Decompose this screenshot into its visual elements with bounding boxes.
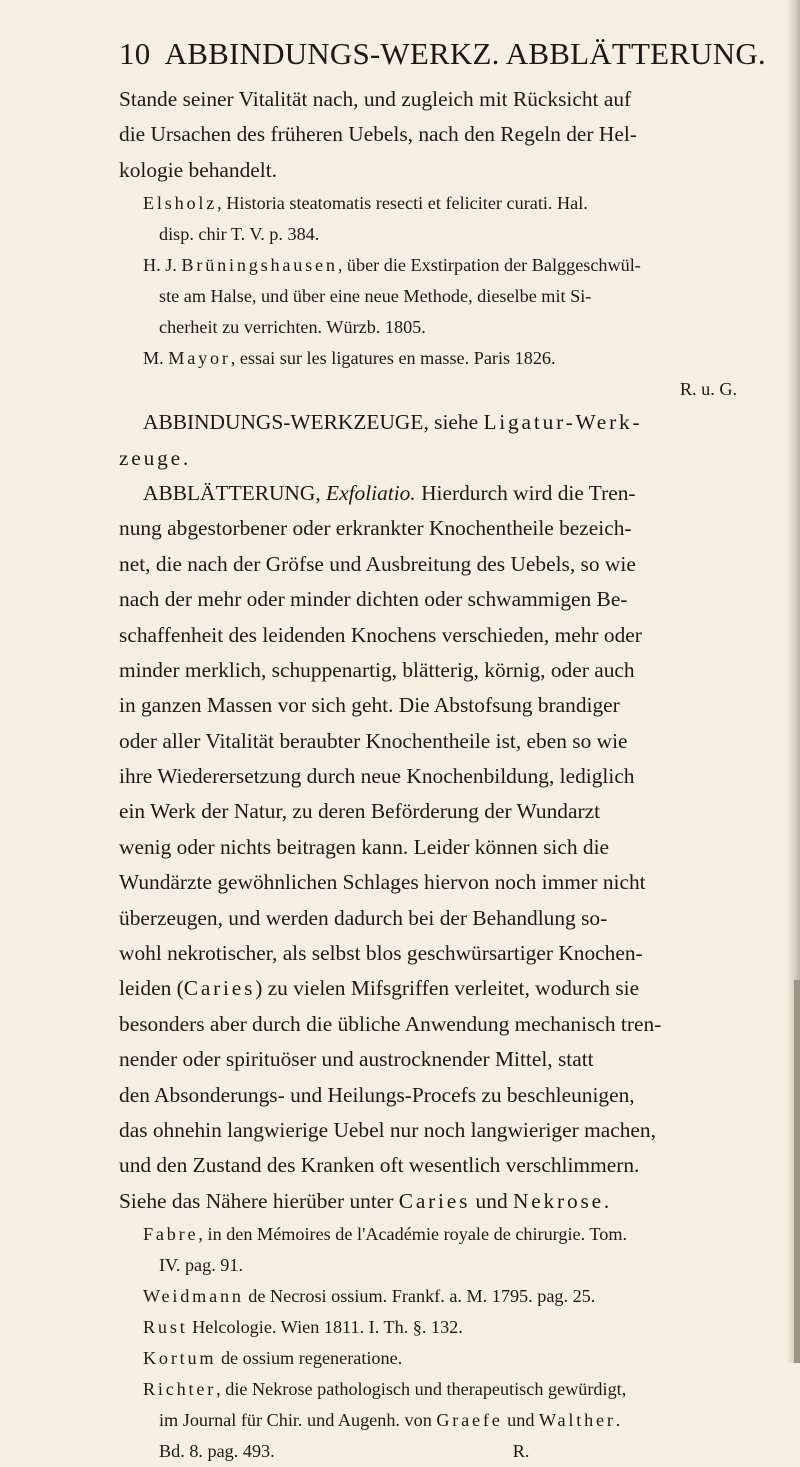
author-initials: H. J. [143,255,182,276]
text-line: kologie behandelt. [119,157,278,182]
text-line: das ohnehin langwierige Uebel nur noch langwieriger machen, [119,1117,656,1142]
text-line: minder merklich, schuppenartig, blätterig, körnig, oder auch [119,657,635,682]
reference-text: Helcologie. Wien 1811. I. Th. §. 132. [187,1317,463,1338]
reference-text: , in den Mémoires de l'Académie royale de chirurgie. Tom. [198,1224,628,1245]
author-name: Elsholz [143,193,218,214]
page-number: 10 [119,36,151,71]
reference-continuation [119,1436,783,1467]
text-line: die Ursachen des früheren Uebels, nach den Regeln der Hel- [119,122,637,147]
text-line: ihre Wiederersetzung durch neue Knochenbildung, lediglich [119,764,635,789]
text-run: ) zu vielen Mifsgriffen verleitet, wodurch sie [255,976,640,1001]
reference-text: de ossium regeneratione. [216,1348,403,1369]
text-run: leiden ( [119,976,184,1001]
text-run: und [470,1188,513,1213]
author-name: Rust [143,1317,188,1338]
entry-headword: ABBLÄTTERUNG [143,480,316,505]
reference-brueningshausen [119,250,783,281]
punctuation: , [315,480,327,505]
running-header [119,36,766,72]
punctuation: . [182,445,189,470]
text-line: oder aller Vitalität beraubter Knochentheile ist, eben so wie [119,728,628,753]
editor-name: Graefe [436,1410,503,1431]
reference-text: , Historia steatomatis resecti et feliciter curati. Hal. [217,193,588,214]
text-line: nung abgestorbener oder erkrankter Knochentheile bezeich- [119,516,632,541]
reference-richter [119,1374,783,1405]
text-run: Siehe das Nähere hierüber unter [119,1188,399,1213]
reference-rust [119,1312,783,1343]
cross-reference: Ligatur-Werk- [483,410,643,435]
text-line: besonders aber durch die übliche Anwendung mechanisch tren- [119,1011,662,1036]
text-line: ein Werk der Natur, zu deren Beförderung der Wundarzt [119,799,601,824]
text-line: den Absonderungs- und Heilungs-Procefs zu beschleunigen, [119,1082,635,1107]
text-line: überzeugen, und werden dadurch bei der Behandlung so- [119,905,608,930]
reference-continuation: ste am Halse, und über eine neue Methode, dieselbe mit Si- [159,286,592,307]
text-line: schaffenheit des leidenden Knochens verschieden, mehr oder [119,622,642,647]
reference-text: Bd. 8. pag. 493. [159,1441,275,1462]
reference-continuation [119,1405,783,1436]
reference-text: , die Nekrose pathologisch und therapeutisch gewürdigt, [216,1379,627,1400]
cross-reference: zeuge [119,445,183,470]
text-line: wenig oder nichts beitragen kann. Leider können sich die [119,834,610,859]
reference-continuation: cherheit zu verrichten. Würzb. 1805. [159,317,426,338]
reference-weidmann [119,1281,783,1312]
spaced-term: Caries [183,976,256,1001]
editor-name: Walther [538,1410,616,1431]
running-title: ABBINDUNGS-WERKZ. ABBLÄTTERUNG. [164,36,766,71]
text-line: net, die nach der Gröfse und Ausbreitung des Uebels, so wie [119,551,636,576]
punctuation: . [603,1188,610,1213]
text-line: nach der mehr oder minder dichten oder schwammigen Be- [119,587,628,612]
text-line: Stande seiner Vitalität nach, und zugleich mit Rücksicht auf [119,87,632,111]
reference-mayor [119,343,783,374]
author-name: Richter [143,1379,217,1400]
punctuation: . [615,1410,621,1431]
reference-text: und [502,1410,539,1431]
text-line [119,1184,783,1219]
author-signature: R. [512,1441,530,1462]
cross-reference: Nekrose [512,1188,604,1213]
author-name: Fabre [143,1224,199,1245]
cross-reference: Caries [398,1188,471,1213]
entry-werkzeuge [119,405,783,440]
reference-kortum [119,1343,783,1374]
reference-text: , über die Exstirpation der Balggeschwül- [337,255,641,276]
text-line [119,441,783,476]
binding-shadow [794,980,800,1363]
author-initials: M. [143,348,169,369]
text-run: Hierdurch wird die Tren- [415,480,636,505]
author-name: Mayor [168,348,231,369]
text-line: in ganzen Massen vor sich geht. Die Abstofsung brandiger [119,693,620,718]
latin-term: Exfoliatio. [326,480,416,505]
author-name: Brüningshausen [181,255,338,276]
page-body [119,82,783,1467]
text-line: Wundärzte gewöhnlichen Schlages hiervon noch immer nicht [119,870,646,895]
text-line: nender oder spirituöser und austrocknender Mittel, statt [119,1047,594,1072]
author-name: Kortum [143,1348,217,1369]
reference-fabre [119,1219,783,1250]
text-line [119,971,783,1006]
entry-headword: ABBINDUNGS-WERKZEUGE [143,410,424,435]
text-line: und den Zustand des Kranken oft wesentlich verschlimmern. [119,1153,640,1178]
reference-text: im Journal für Chir. und Augenh. von [159,1410,437,1431]
entry-abblaetterung [119,476,783,511]
see-text: , siehe [423,410,484,435]
author-name: Weidmann [143,1286,244,1307]
author-signature: R. u. G. [679,379,737,400]
text-line: wohl nekrotischer, als selbst blos geschwürsartiger Knochen- [119,941,643,966]
reference-text: de Necrosi ossium. Frankf. a. M. 1795. pag. 25. [243,1286,596,1307]
reference-elsholz [119,188,783,219]
reference-continuation: IV. pag. 91. [159,1255,244,1276]
reference-text: , essai sur les ligatures en masse. Paris 1826. [230,348,556,369]
reference-continuation: disp. chir T. V. p. 384. [159,224,320,245]
